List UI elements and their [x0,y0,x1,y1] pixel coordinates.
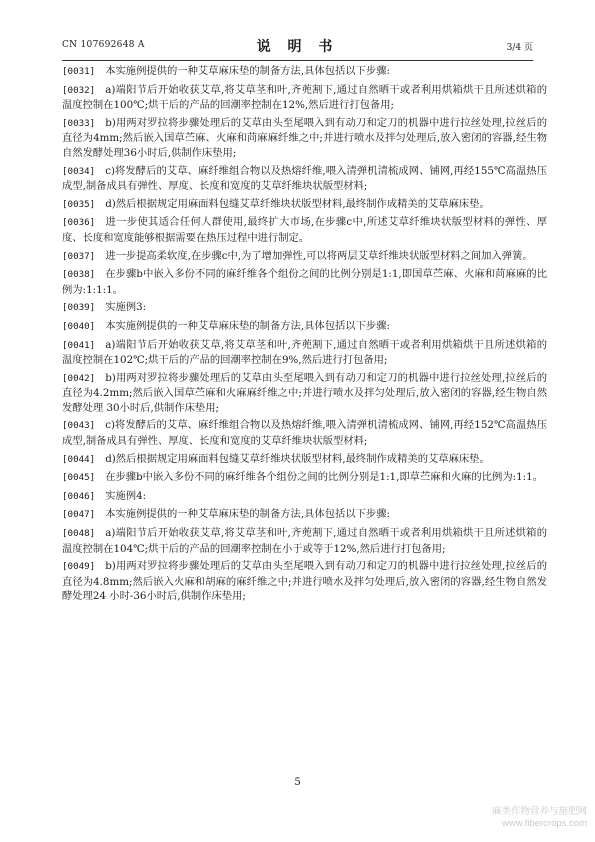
paragraph [62,507,547,523]
paragraph-number: [0031] [62,66,96,77]
paragraph-text: 实施例4: [105,489,147,502]
paragraph-number: [0036] [62,217,96,229]
paragraph [62,338,547,368]
header-divider [62,60,533,61]
paragraph-number: [0048] [62,528,96,540]
page-indicator: 3/4 页 [506,43,533,53]
page-number: 5 [294,777,301,788]
paragraph-number: [0038] [62,269,96,281]
paragraph-number: [0046] [62,490,96,502]
paragraph [62,559,547,604]
paragraph-text: 进一步提高柔软度,在步骤c中,为了增加弹性,可以将两层艾草纤维块状版型材料之间加入弹簧。 [105,249,533,262]
paragraph [62,489,547,505]
paragraph-number: [0049] [62,561,96,573]
paragraph [62,249,547,265]
paragraph-text: b)用两对罗拉将步骤处理后的艾草由头至尾喂入到有动刀和定刀的机器中进行拉丝处理,拉丝后的直径为4.2mm;然后嵌入国草苎麻和火麻麻纤维之中;并进行喷水及拌匀处理后,放入密闭的容器,经生物自然发酵处理 30小时后,供制作床垫用; [62,371,547,414]
paragraph-text: c)将发酵后的艾草、麻纤维组合物以及热熔纤维,喂入清弹机清梳成网、铺网,再经155℃高温热压成型,制备成具有弹性、厚度、长度和宽度的艾草纤维块状版型材料; [62,164,547,193]
paragraph-text: b)用两对罗拉将步骤处理后的艾草由头至尾喂入到有动刀和定刀的机器中进行拉丝处理,拉丝后的直径为4.8mm;然后嵌入火麻和胡麻的麻纤维之中;并进行喷水及拌匀处理后,放入密闭的容器,经生物自然发酵处理24 小时-36小时后,供制作床垫用; [62,560,547,603]
watermark-site-name: 麻类作物营养与施肥网 [491,806,587,817]
paragraph [62,164,547,194]
patent-number: CN 107692648 A [62,40,145,50]
paragraph-text: 本实施例提供的一种艾草麻床垫的制备方法,具体包括以下步骤: [105,319,390,332]
paragraph-text: a)端阳节后开始收获艾草,将艾草茎和叶,齐蔸割下,通过自然晒干或者利用烘箱烘干且所述烘箱的温度控制在102℃;烘干后的产品的回潮率控制在9%,然后进行打包备用; [62,338,547,367]
paragraph [62,452,547,468]
document-body [62,64,547,607]
paragraph-number: [0042] [62,372,96,384]
paragraph-number: [0034] [62,165,96,177]
paragraph [62,300,547,316]
paragraph [62,267,547,297]
watermark-url: www.fibercrops.com [502,818,587,829]
document-title: 说 明 书 [256,39,339,55]
paragraph [62,371,547,416]
paragraph-text: 在步骤b中嵌入多份不同的麻纤维各个组份之间的比例分别是1:1,即草苎麻和火麻的比例为:1:1。 [105,471,543,484]
paragraph-text: 本实施例提供的一种艾草麻床垫的制备方法,具体包括以下步骤: [105,65,390,77]
paragraph-number: [0044] [62,453,96,465]
page-header [62,36,533,58]
paragraph-text: b)用两对罗拉将步骤处理后的艾草由头至尾喂入到有动刀和定刀的机器中进行拉丝处理,拉丝后的直径为4mm;然后嵌入国草苎麻、火麻和苘麻麻纤维之中;并进行喷水及拌匀处理后,放入密闭的容器,经生物自然发酵处理36小时后,供制作床垫用; [62,116,547,159]
paragraph [62,470,547,486]
watermark [492,806,587,830]
paragraph-text: a)端阳节后开始收获艾草,将艾草茎和叶,齐蔸割下,通过自然晒干或者利用烘箱烘干且所述烘箱的温度控制在100℃;烘干后的产品的回潮率控制在12%,然后进行打包备用; [62,83,547,112]
paragraph-text: c)将发酵后的艾草、麻纤维组合物以及热熔纤维,喂入清弹机清梳成网、铺网,再经152℃高温热压成型,制备成具有弹性、厚度、长度和宽度的艾草纤维块状版型材料; [62,419,547,448]
paragraph-text: 实施例3: [105,301,147,314]
paragraph-number: [0047] [62,509,96,521]
paragraph-number: [0040] [62,320,96,332]
paragraph-text: d)然后根据规定用麻面料包缝艾草纤维块状版型材料,最终制作成精美的艾草麻床垫。 [105,452,490,465]
paragraph-number: [0039] [62,302,96,314]
paragraph-text: 本实施例提供的一种艾草麻床垫的制备方法,具体包括以下步骤: [105,508,390,521]
paragraph-number: [0032] [62,84,96,96]
paragraph-number: [0041] [62,339,96,351]
paragraph [62,319,547,335]
paragraph [62,418,547,448]
paragraph [62,197,547,213]
paragraph [62,116,547,161]
paragraph [62,64,547,80]
paragraph-number: [0035] [62,198,96,210]
paragraph-text: 进一步使其适合任何人群使用,最终扩大市场,在步骤c中,所述艾草纤维块状版型材料的弹性、厚度、长度和宽度能够根据需要在热压过程中进行制定。 [62,216,547,244]
paragraph [62,215,547,245]
paragraph-number: [0043] [62,420,96,432]
paragraph [62,526,547,556]
paragraph-text: a)端阳节后开始收获艾草,将艾草茎和叶,齐蔸割下,通过自然晒干或者利用烘箱烘干且所述烘箱的温度控制在104℃;烘干后的产品的回潮率控制在小于或等于12%,然后进行打包备用; [62,527,547,555]
paragraph-text: d)然后根据规定用麻面料包缝艾草纤维块状版型材料,最终制作成精美的艾草麻床垫。 [105,197,490,210]
paragraph-number: [0033] [62,117,96,129]
paragraph-text: 在步骤b中嵌入多份不同的麻纤维各个组份之间的比例分别是1:1,即国草苎麻、火麻和苘麻麻的比例为:1:1:1。 [62,268,547,296]
paragraph [62,83,547,113]
paragraph-number: [0037] [62,250,96,262]
paragraph-number: [0045] [62,472,96,484]
